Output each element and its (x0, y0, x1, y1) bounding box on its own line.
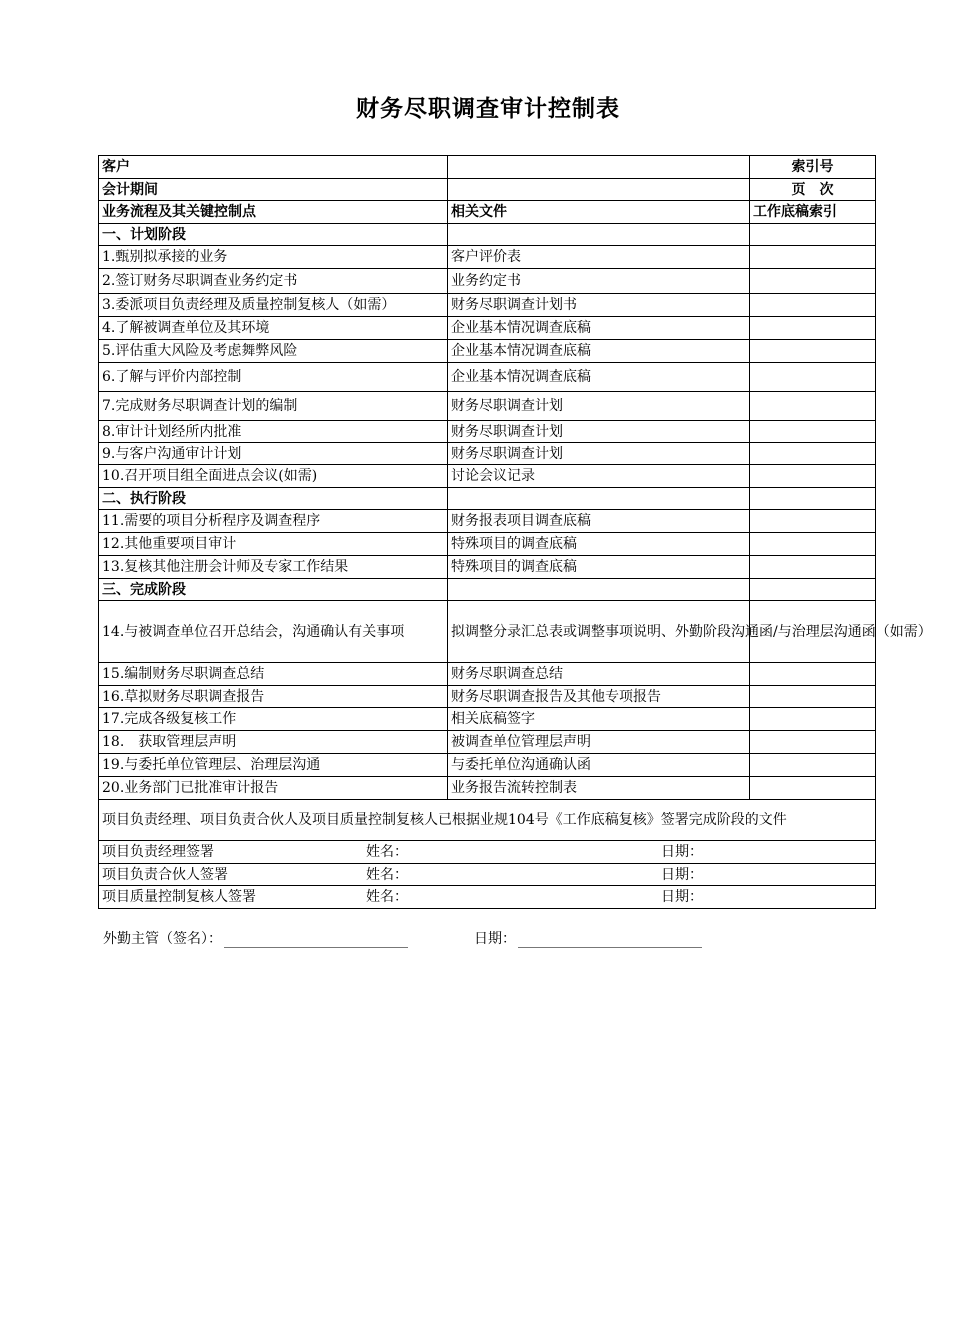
step-cell: 9.与客户沟通审计计划 (99, 443, 448, 465)
ref-cell[interactable] (750, 340, 876, 363)
table-row (99, 269, 876, 294)
step-cell: 7.完成财务尽职调查计划的编制 (99, 392, 448, 421)
ref-cell[interactable] (750, 708, 876, 731)
doc-cell: 讨论会议记录 (448, 465, 750, 488)
supervisor-label: 外勤主管（签名）： (103, 931, 222, 947)
ref-cell[interactable] (750, 754, 876, 777)
doc-cell: 财务尽职调查报告及其他专项报告 (448, 686, 750, 708)
ref-cell[interactable] (750, 465, 876, 488)
doc-cell: 被调查单位管理层声明 (448, 731, 750, 754)
signature-role: 项目质量控制复核人签署 (102, 889, 256, 905)
col-docs-header: 相关文件 (448, 201, 750, 224)
step-cell: 4.了解被调查单位及其环境 (99, 317, 448, 340)
step-cell: 5.评估重大风险及考虑舞弊风险 (99, 340, 448, 363)
step-cell: 18. 获取管理层声明 (99, 731, 448, 754)
step-cell: 16.草拟财务尽职调查报告 (99, 686, 448, 708)
ref-cell[interactable] (750, 294, 876, 317)
table-row (99, 294, 876, 317)
signature-name-label[interactable]: 姓名： (366, 844, 408, 860)
doc-cell: 财务尽职调查计划 (448, 421, 750, 443)
page-label: 页 次 (750, 179, 876, 201)
signature-name-label[interactable]: 姓名： (366, 889, 408, 905)
table-row (99, 777, 876, 800)
section-plan-row (99, 224, 876, 246)
table-row (99, 663, 876, 686)
ref-cell[interactable] (750, 317, 876, 340)
client-value[interactable] (448, 156, 750, 179)
ref-cell[interactable] (750, 731, 876, 754)
ref-cell[interactable] (750, 686, 876, 708)
section-plan: 一、计划阶段 (99, 224, 448, 246)
step-cell: 20.业务部门已批准审计报告 (99, 777, 448, 800)
step-cell: 13.复核其他注册会计师及专家工作结果 (99, 556, 448, 579)
ref-cell[interactable] (750, 246, 876, 269)
signature-name-label[interactable]: 姓名： (366, 866, 408, 883)
step-cell: 19.与委托单位管理层、治理层沟通 (99, 754, 448, 777)
step-cell: 6.了解与评价内部控制 (99, 363, 448, 392)
signature-row (99, 841, 876, 864)
doc-cell: 拟调整分录汇总表或调整事项说明、外勤阶段沟通函/与治理层沟通函（如需） (448, 601, 750, 663)
signature-row (99, 864, 876, 886)
signature-date-label[interactable]: 日期： (661, 889, 703, 905)
table-row (99, 601, 876, 663)
table-row (99, 421, 876, 443)
col-process-header: 业务流程及其关键控制点 (99, 201, 448, 224)
footer-date-line[interactable] (518, 933, 702, 948)
table-row (99, 686, 876, 708)
ref-cell[interactable] (750, 556, 876, 579)
table-row (99, 465, 876, 488)
signature-row (99, 886, 876, 909)
doc-cell: 企业基本情况调查底稿 (448, 363, 750, 392)
supervisor-signature-line[interactable] (224, 933, 408, 948)
audit-control-table (98, 155, 932, 909)
doc-cell: 业务报告流转控制表 (448, 777, 750, 800)
doc-cell: 客户评价表 (448, 246, 750, 269)
client-row (99, 156, 876, 179)
doc-cell: 财务报表项目调查底稿 (448, 510, 750, 533)
step-cell: 15.编制财务尽职调查总结 (99, 663, 448, 686)
step-cell: 8.审计计划经所内批准 (99, 421, 448, 443)
ref-cell[interactable] (750, 533, 876, 556)
completion-statement: 项目负责经理、项目负责合伙人及项目质量控制复核人已根据业规104号《工作底稿复核》签署完成阶段的文件 (99, 800, 876, 841)
period-row (99, 179, 876, 201)
table-row (99, 510, 876, 533)
table-row (99, 533, 876, 556)
footer-signature (103, 928, 702, 948)
section-done: 三、完成阶段 (99, 579, 448, 601)
signature-date-label[interactable]: 日期： (661, 844, 703, 860)
table-row (99, 556, 876, 579)
step-cell: 3.委派项目负责经理及质量控制复核人（如需） (99, 294, 448, 317)
period-value[interactable] (448, 179, 750, 201)
ref-cell[interactable] (750, 421, 876, 443)
table-row (99, 340, 876, 363)
doc-cell: 企业基本情况调查底稿 (448, 317, 750, 340)
section-exec-row (99, 488, 876, 510)
ref-cell[interactable] (750, 443, 876, 465)
ref-cell[interactable] (750, 392, 876, 421)
signature-date-label[interactable]: 日期： (661, 866, 703, 883)
client-label: 客户 (99, 156, 448, 179)
doc-cell: 财务尽职调查计划 (448, 443, 750, 465)
step-cell: 11.需要的项目分析程序及调查程序 (99, 510, 448, 533)
ref-cell[interactable] (750, 510, 876, 533)
doc-cell: 与委托单位沟通确认函 (448, 754, 750, 777)
section-done-row (99, 579, 876, 601)
ref-cell[interactable] (750, 269, 876, 294)
table-row (99, 392, 876, 421)
index-label: 索引号 (750, 156, 876, 179)
footer-date-label: 日期： (474, 931, 516, 947)
ref-cell[interactable] (750, 663, 876, 686)
doc-cell: 财务尽职调查总结 (448, 663, 750, 686)
step-cell: 12.其他重要项目审计 (99, 533, 448, 556)
statement-row (99, 800, 876, 841)
col-ref-header: 工作底稿索引 (750, 201, 876, 224)
table-row (99, 443, 876, 465)
step-cell: 17.完成各级复核工作 (99, 708, 448, 731)
column-header-row (99, 201, 876, 224)
step-cell: 10.召开项目组全面进点会议(如需) (99, 465, 448, 488)
table-row (99, 754, 876, 777)
doc-cell: 相关底稿签字 (448, 708, 750, 731)
table-row (99, 363, 876, 392)
step-cell: 14.与被调查单位召开总结会，沟通确认有关事项 (99, 601, 448, 663)
doc-cell: 业务约定书 (448, 269, 750, 294)
ref-cell[interactable] (750, 777, 876, 800)
doc-cell: 特殊项目的调查底稿 (448, 533, 750, 556)
ref-cell[interactable] (750, 363, 876, 392)
doc-cell: 财务尽职调查计划书 (448, 294, 750, 317)
table-row (99, 246, 876, 269)
table-row (99, 731, 876, 754)
signature-role: 项目负责合伙人签署 (102, 866, 228, 883)
table-row (99, 708, 876, 731)
signature-role: 项目负责经理签署 (102, 844, 214, 860)
doc-cell: 企业基本情况调查底稿 (448, 340, 750, 363)
step-cell: 1.甄别拟承接的业务 (99, 246, 448, 269)
doc-cell: 特殊项目的调查底稿 (448, 556, 750, 579)
page-title: 财务尽职调查审计控制表 (356, 96, 620, 122)
section-exec: 二、执行阶段 (99, 488, 448, 510)
table-row (99, 317, 876, 340)
step-cell: 2.签订财务尽职调查业务约定书 (99, 269, 448, 294)
period-label: 会计期间 (99, 179, 448, 201)
doc-cell: 财务尽职调查计划 (448, 392, 750, 421)
